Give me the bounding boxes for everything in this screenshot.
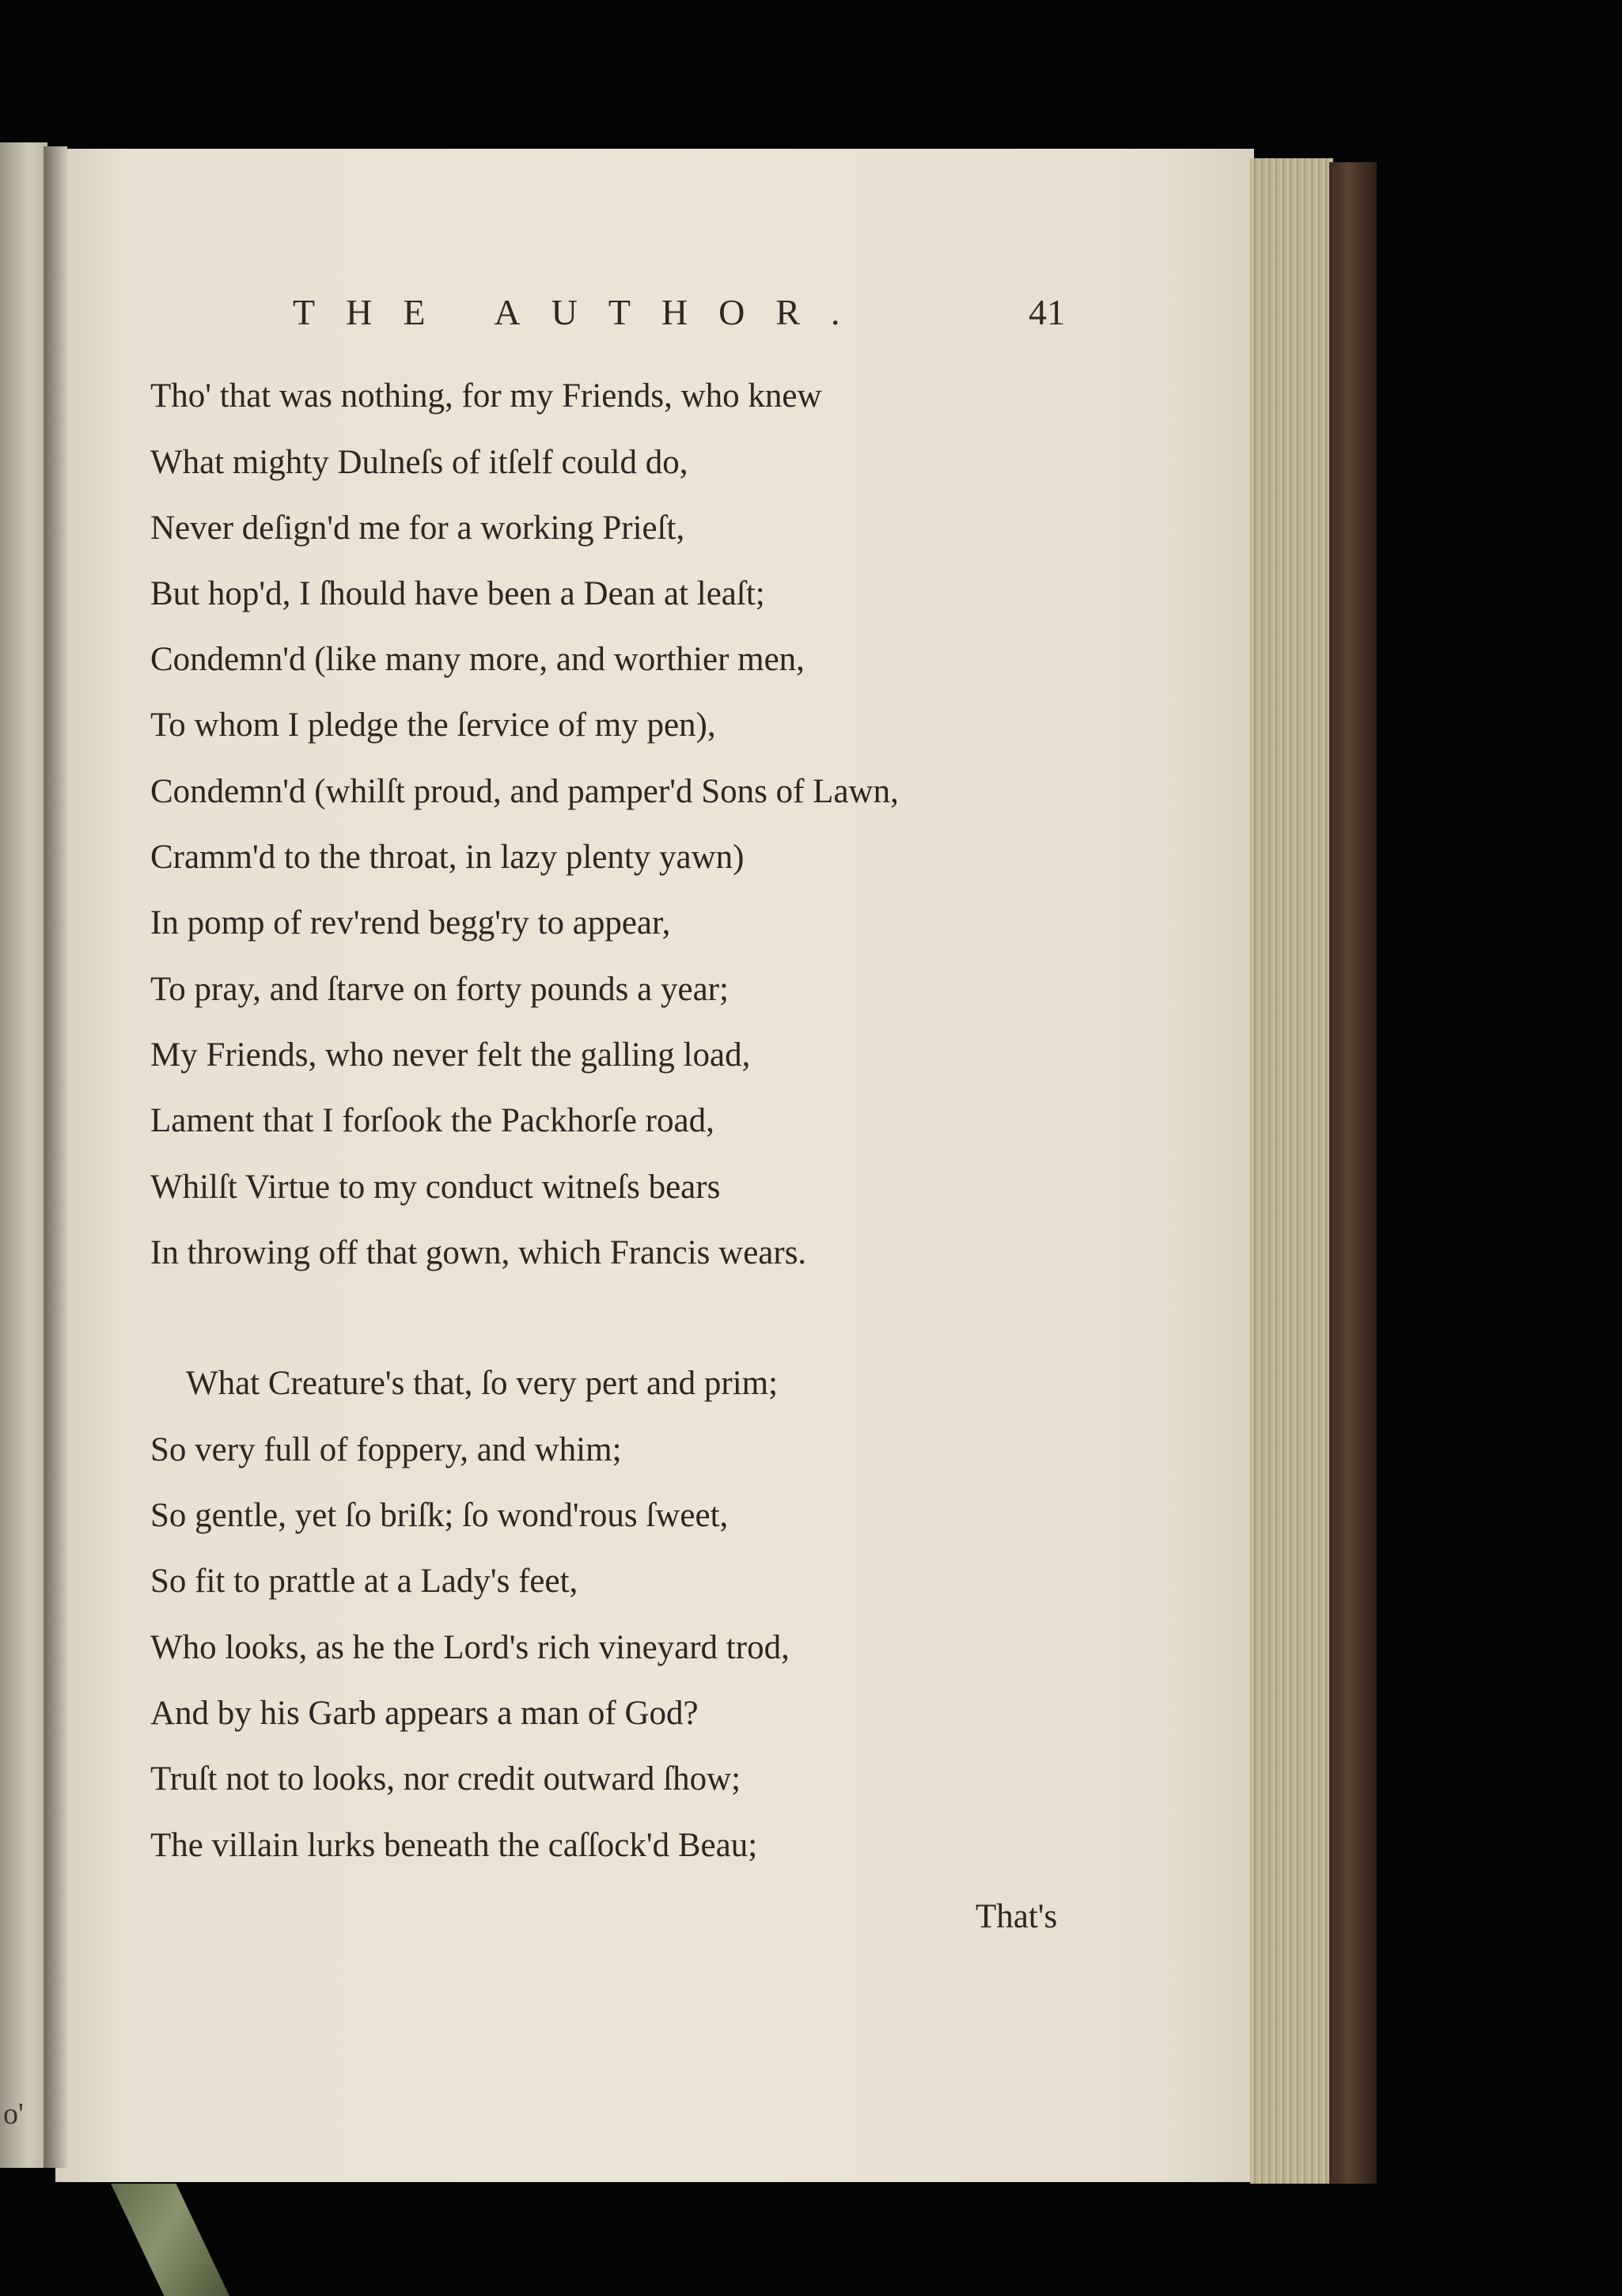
verse-line: Never deſign'd me for a working Prieſt, [150, 510, 685, 547]
verse-line: In pomp of rev'rend begg'ry to appear, [150, 904, 671, 942]
bookmark-ribbon [111, 2184, 229, 2296]
verse-line: My Friends, who never felt the galling load, [150, 1036, 751, 1074]
verse-line: Tho' that was nothing, for my Friends, who knew [150, 377, 822, 415]
running-title: THE AUTHOR. [293, 292, 871, 332]
verse-line: Cramm'd to the throat, in lazy plenty yawn) [150, 839, 745, 876]
verse-line: And by his Garb appears a man of God? [150, 1695, 699, 1732]
book-page [55, 149, 1254, 2182]
spine-gutter [44, 146, 67, 2168]
verse-line: Lament that I forſook the Packhorſe road, [150, 1102, 714, 1139]
verse-line: Who looks, as he the Lord's rich vineyard trod, [150, 1629, 790, 1666]
left-page-edge [0, 142, 47, 2168]
catchword: That's [976, 1898, 1058, 1935]
verse-line: What mighty Dulneſs of itſelf could do, [150, 444, 688, 481]
verse-line: Whilſt Virtue to my conduct witneſs bears [150, 1169, 721, 1206]
verse-line: Condemn'd (like many more, and worthier men, [150, 641, 805, 678]
verse-line: So fit to prattle at a Lady's feet, [150, 1563, 578, 1600]
book-cover [1329, 162, 1377, 2184]
verse-line: But hop'd, I ſhould have been a Dean at leaſt; [150, 575, 765, 612]
page-content [55, 149, 1254, 2182]
verse-line: Truſt not to looks, nor credit outward ſhow; [150, 1760, 741, 1798]
verse-line: The villain lurks beneath the caſſock'd Beau; [150, 1827, 758, 1864]
left-page-fragment: ο' [3, 2097, 24, 2131]
page-number: 41 [1029, 292, 1065, 332]
verse-line: So gentle, yet ſo briſk; ſo wond'rous ſweet, [150, 1497, 729, 1534]
page-header [55, 291, 1254, 347]
verse-line: In throwing off that gown, which Francis wears. [150, 1234, 807, 1271]
verse-line: To whom I pledge the ſervice of my pen), [150, 707, 716, 744]
verse-line: What Creature's that, ſo very pert and prim; [186, 1365, 779, 1402]
verse-line: To pray, and ſtarve on forty pounds a year; [150, 971, 729, 1008]
page-edges [1250, 158, 1333, 2184]
verse-line: Condemn'd (whilſt proud, and pamper'd Sons of Lawn, [150, 773, 899, 810]
verse-line: So very full of foppery, and whim; [150, 1431, 622, 1468]
